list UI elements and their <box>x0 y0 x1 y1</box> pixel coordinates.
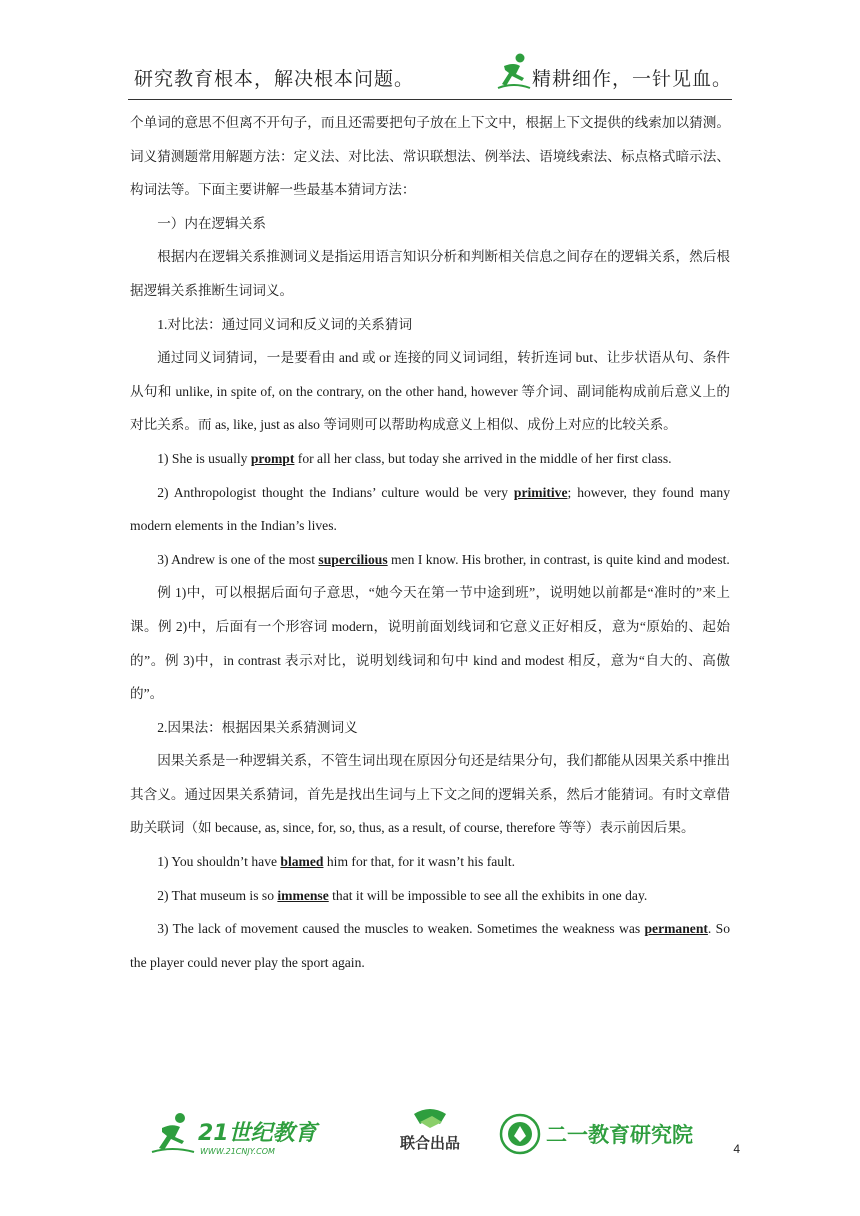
example-sentence <box>130 543 730 577</box>
runner-logo-icon <box>152 1113 194 1152</box>
keyword-underlined: primitive <box>513 484 568 500</box>
example-text: that it will be impossible to see all the exhibits in one day. <box>328 887 648 903</box>
example-text: 1) She is usually <box>157 450 251 466</box>
handshake-icon <box>414 1109 446 1128</box>
paragraph: 通过同义词猜词，一是要看由 and 或 or 连接的同义词词组，转折连词 but、让步状语从句、条件从句和 unlike, in spite of, on the contrary, on the other hand, however 等介词、副词能构成前后意义上的对比关系。而 as, like, just as also 等词则可以帮助构成意义上相似、成份上对应的比较关系。 <box>130 350 730 433</box>
research-institute-logo <box>498 1112 738 1156</box>
header-left-slogan: 研究教育根本，解决根本问题。 <box>134 68 415 90</box>
document-body <box>130 106 730 979</box>
joint-production-logo <box>380 1104 480 1156</box>
example-text: 2) That museum is so <box>157 887 278 903</box>
example-sentence <box>130 442 730 476</box>
paragraph: 个单词的意思不但离不开句子，而且还需要把句子放在上下文中，根据上下文提供的线索加以猜测。词义猜测题常用解题方法：定义法、对比法、常识联想法、例举法、语境线索法、标点格式暗示法、构词法等。下面主要讲解一些最基本猜词方法： <box>130 115 730 198</box>
example-text: for all her class, but today she arrived in the middle of her first class. <box>294 450 672 466</box>
keyword-underlined: supercilious <box>318 551 388 567</box>
keyword-underlined: immense <box>277 887 329 903</box>
logo-caption: 联合出品 <box>399 1134 461 1152</box>
page-footer <box>130 1110 740 1160</box>
example-text: ; however, they found many modern elements in the Indian’s lives. <box>130 484 730 534</box>
example-sentence <box>130 476 730 543</box>
example-text: 1) You shouldn’t have <box>157 854 281 870</box>
example-text: men I know. His brother, in contrast, is quite kind and modest. <box>387 551 730 567</box>
example-text: 3) Andrew is one of the most <box>157 551 319 567</box>
logo-url: WWW.21CNJY.COM <box>200 1147 275 1156</box>
subsection-heading: 2.因果法：根据因果关系猜测词义 <box>157 719 358 735</box>
header-divider <box>128 99 732 100</box>
keyword-underlined: blamed <box>280 854 324 870</box>
logo-title: 21世纪教育 <box>198 1121 317 1146</box>
logo-title: 二一教育研究院 <box>546 1123 693 1147</box>
example-sentence <box>130 845 730 879</box>
example-sentence <box>130 912 730 979</box>
subsection-heading: 1.对比法：通过同义词和反义词的关系猜词 <box>157 316 413 332</box>
page-number: 4 <box>733 1142 740 1156</box>
section-heading: 一）内在逻辑关系 <box>157 215 266 231</box>
example-text: 3) The lack of movement caused the muscles to weaken. Sometimes the weakness was <box>157 921 645 937</box>
seal-icon <box>501 1115 539 1153</box>
runner-logo-icon <box>496 52 532 92</box>
paragraph: 例 1)中，可以根据后面句子意思，“她今天在第一节中途到班”，说明她以前都是“准时的”来上课。例 2)中，后面有一个形容词 modern，说明前面划线词和它意义正好相反，意为“原始的、起始的”。例 3)中，in contrast 表示对比，说明划线词和句中 kind and modest 相反，意为“自大的、高傲的”。 <box>130 585 730 702</box>
keyword-underlined: permanent <box>644 921 708 937</box>
example-text: 2) Anthropologist thought the Indians’ culture would be very <box>157 484 514 500</box>
paragraph: 根据内在逻辑关系推测词义是指运用语言知识分析和判断相关信息之间存在的逻辑关系，然后根据逻辑关系推断生词词义。 <box>130 249 730 298</box>
paragraph: 因果关系是一种逻辑关系，不管生词出现在原因分句还是结果分句，我们都能从因果关系中推出其含义。通过因果关系猜词，首先是找出生词与上下文之间的逻辑关系，然后才能猜词。有时文章借助关联词（如 because, as, since, for, so, thus, as a result, of course, therefore 等等）表示前因后果。 <box>130 753 730 836</box>
header-right-slogan: 精耕细作，一针见血。 <box>531 68 732 90</box>
keyword-underlined: prompt <box>250 450 295 466</box>
page-header <box>128 52 732 98</box>
example-text: him for that, for it wasn’t his fault. <box>323 854 516 870</box>
example-sentence <box>130 879 730 913</box>
example-text: . So the player could never play the sport again. <box>130 921 731 970</box>
21cnjy-logo <box>150 1110 320 1158</box>
